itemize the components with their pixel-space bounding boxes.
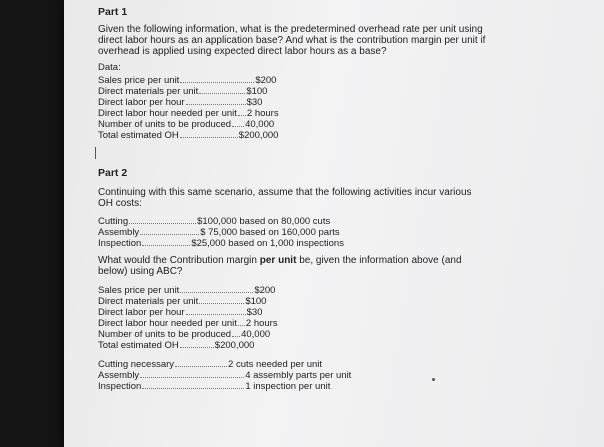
part1-question-line-1: Given the following information, what is the predetermined overhead rate per unit using [98,24,483,35]
question-text-pre: What would the Contribution margin [98,255,260,266]
activity-row [98,238,344,250]
part1-row [98,97,262,109]
activity-row [98,216,330,228]
part1-row [98,130,278,142]
row-value: $200,000 [238,130,279,141]
part1-question-line-2: direct labor hours as an application base? And what is the contribution margin per unit if [98,35,486,46]
driver-row [98,370,351,382]
dot-leader [129,216,196,224]
dot-leader [199,296,244,304]
dot-leader [186,307,246,315]
dot-leader [199,86,245,94]
row-label: Direct labor per hour [98,307,185,318]
row-label: Total estimated OH [98,130,179,141]
dot-leader [175,359,227,367]
dot-leader [180,75,254,83]
dot-leader [180,285,253,293]
activity-row [98,227,340,239]
row-label: Total estimated OH [98,340,179,351]
row-value: $100 [245,296,267,307]
driver-value: 2 cuts needed per unit [228,359,323,370]
part1-data-label: Data: [98,62,121,73]
activity-value: $ 75,000 based on 160,000 parts [200,227,340,238]
dot-leader [232,119,244,127]
driver-value: 1 inspection per unit [245,381,331,392]
row-label: Direct labor hour needed per unit [98,318,237,329]
row-label: Sales price per unit [98,285,180,296]
driver-label: Cutting necessary [98,359,175,370]
dot-leader [186,97,246,105]
row-label: Direct labor per hour [98,97,185,108]
activity-label: Cutting [98,216,129,227]
driver-row [98,359,322,371]
activity-label: Assembly [98,227,140,238]
dot-leader [180,340,214,348]
row-label: Number of units to be produced [98,119,232,130]
question-text-bold: per unit [259,255,297,266]
part1-row [98,108,279,120]
row-label: Direct materials per unit [98,296,199,307]
part1-row [98,119,274,131]
row-value: 2 hours [245,318,278,329]
part1-row [98,75,276,87]
stray-mark [432,378,435,381]
dot-leader [142,381,244,389]
text-cursor [95,147,96,159]
part1-question-line-3: overhead is applied using expected direct labor hours as a base? [98,46,387,57]
driver-value: 4 assembly parts per unit [245,370,352,381]
row-label: Number of units to be produced [98,329,232,340]
part2-row [98,296,266,308]
dot-leader [142,238,190,246]
dot-leader [238,318,245,326]
part2-title: Part 2 [98,167,128,179]
part2-intro-line-1: Continuing with this same scenario, assume that the following activities incur various [98,187,472,198]
activity-label: Inspection [98,238,142,249]
row-label: Sales price per unit [98,75,180,86]
driver-label: Assembly [98,370,140,381]
document-page [64,0,604,447]
row-label: Direct labor hour needed per unit [98,108,237,119]
driver-label: Inspection [98,381,142,392]
activity-value: $25,000 based on 1,000 inspections [191,238,344,249]
part1-row [98,86,267,98]
row-value: $30 [246,97,263,108]
driver-row [98,381,330,393]
row-value: 40,000 [245,119,275,130]
row-value: $200 [255,75,277,86]
row-value: $30 [246,307,263,318]
activity-value: $100,000 based on 80,000 cuts [197,216,331,227]
dot-leader [238,108,246,116]
part2-question-line-2: below) using ABC? [98,266,183,277]
part2-row [98,340,254,352]
part2-row [98,329,270,341]
part1-title: Part 1 [98,6,128,18]
row-value: $200 [254,285,276,296]
question-text-post: be, given the information above (and [296,255,462,266]
row-value: $100 [246,86,268,97]
dot-leader [140,370,244,378]
part2-question-line-1 [98,255,462,266]
row-value: $200,000 [214,340,255,351]
row-value: 40,000 [241,329,271,340]
row-label: Direct materials per unit [98,86,199,97]
part2-row [98,285,275,297]
part2-intro-line-2: OH costs: [98,198,142,209]
dot-leader [232,329,240,337]
dot-leader [180,130,238,138]
part2-row [98,307,262,319]
part2-row [98,318,278,330]
row-value: 2 hours [246,108,279,119]
dot-leader [140,227,199,235]
